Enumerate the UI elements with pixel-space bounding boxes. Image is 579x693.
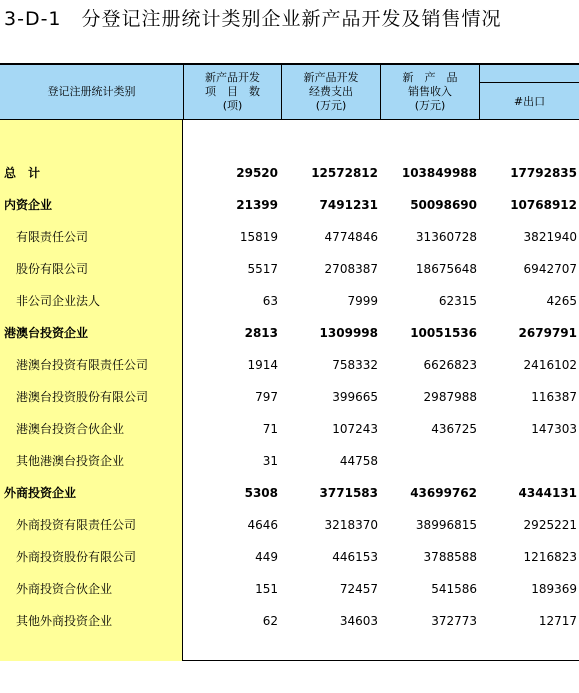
cell-export: 4265 xyxy=(546,294,577,308)
header-col3-line1: 新 产 品 xyxy=(402,71,458,84)
cell-sales-revenue: 43699762 xyxy=(410,486,477,500)
cell-expenditure: 7491231 xyxy=(319,198,378,212)
cell-sales-revenue: 436725 xyxy=(431,422,477,436)
row-label: 港澳台投资企业 xyxy=(4,326,89,340)
cell-project-count: 151 xyxy=(255,582,278,596)
row-label: 外商投资合伙企业 xyxy=(16,582,113,596)
cell-project-count: 449 xyxy=(255,550,278,564)
cell-sales-revenue: 10051536 xyxy=(410,326,477,340)
header-col2-line2: 经费支出 xyxy=(309,85,353,98)
cell-expenditure: 1309998 xyxy=(319,326,378,340)
cell-sales-revenue: 2987988 xyxy=(423,390,477,404)
cell-project-count: 31 xyxy=(262,454,278,468)
row-label: 有限责任公司 xyxy=(16,230,89,244)
cell-project-count: 15819 xyxy=(239,230,278,244)
header-project-count xyxy=(183,65,281,119)
cell-project-count: 797 xyxy=(255,390,278,404)
header-export: #出口 xyxy=(479,82,579,119)
cell-expenditure: 107243 xyxy=(332,422,378,436)
header-col1-line2: 项 目 数 xyxy=(205,85,260,98)
cell-export: 2925221 xyxy=(523,518,577,532)
cell-export: 4344131 xyxy=(518,486,577,500)
table-row xyxy=(0,413,579,445)
cell-sales-revenue: 50098690 xyxy=(410,198,477,212)
header-col4-top xyxy=(479,65,579,82)
header-col3-line3: (万元) xyxy=(414,99,446,112)
cell-sales-revenue: 31360728 xyxy=(415,230,477,244)
cell-expenditure: 446153 xyxy=(332,550,378,564)
table-row xyxy=(0,189,579,221)
table-row xyxy=(0,477,579,509)
cell-project-count: 29520 xyxy=(236,166,278,180)
data-table xyxy=(0,63,579,661)
cell-project-count: 1914 xyxy=(247,358,278,372)
cell-sales-revenue xyxy=(380,445,477,477)
cell-export: 3821940 xyxy=(523,230,577,244)
cell-project-count: 2813 xyxy=(244,326,278,340)
table-row xyxy=(0,285,579,317)
cell-project-count: 5308 xyxy=(244,486,278,500)
cell-sales-revenue: 372773 xyxy=(431,614,477,628)
header-sales-revenue xyxy=(380,65,479,119)
cell-sales-revenue: 62315 xyxy=(438,294,477,308)
cell-export: 189369 xyxy=(531,582,577,596)
cell-export: 12717 xyxy=(538,614,577,628)
cell-sales-revenue: 103849988 xyxy=(401,166,477,180)
header-category: 登记注册统计类别 xyxy=(47,85,136,98)
table-row xyxy=(0,157,579,189)
header-col1-line3: (项) xyxy=(222,99,243,112)
cell-expenditure: 399665 xyxy=(332,390,378,404)
cell-expenditure: 12572812 xyxy=(311,166,378,180)
cell-project-count: 21399 xyxy=(236,198,278,212)
row-label: 外商投资有限责任公司 xyxy=(16,518,137,532)
row-label: 港澳台投资股份有限公司 xyxy=(16,390,149,404)
cell-expenditure: 72457 xyxy=(339,582,378,596)
cell-sales-revenue: 541586 xyxy=(431,582,477,596)
table-title: 分登记注册统计类别企业新产品开发及销售情况 xyxy=(81,8,502,30)
cell-export: 147303 xyxy=(531,422,577,436)
row-label: 其他港澳台投资企业 xyxy=(16,454,125,468)
header-col1-line1: 新产品开发 xyxy=(205,71,260,84)
row-label: 其他外商投资企业 xyxy=(16,614,113,628)
cell-export: 116387 xyxy=(531,390,577,404)
table-header xyxy=(0,65,579,120)
cell-sales-revenue: 6626823 xyxy=(423,358,477,372)
cell-expenditure: 4774846 xyxy=(324,230,378,244)
row-label: 外商投资企业 xyxy=(4,486,77,500)
row-label: 非公司企业法人 xyxy=(16,294,101,308)
table-row xyxy=(0,349,579,381)
header-col3-line2: 销售收入 xyxy=(408,85,452,98)
row-label: 内资企业 xyxy=(4,198,53,212)
page-title xyxy=(4,4,502,34)
cell-expenditure: 7999 xyxy=(347,294,378,308)
cell-expenditure: 2708387 xyxy=(324,262,378,276)
table-row xyxy=(0,445,579,477)
cell-expenditure: 3218370 xyxy=(324,518,378,532)
cell-export: 2679791 xyxy=(518,326,577,340)
cell-expenditure: 758332 xyxy=(332,358,378,372)
cell-sales-revenue: 3788588 xyxy=(423,550,477,564)
row-label: 股份有限公司 xyxy=(16,262,89,276)
table-body xyxy=(0,157,579,637)
row-label: 港澳台投资合伙企业 xyxy=(16,422,125,436)
cell-project-count: 71 xyxy=(262,422,278,436)
table-code: 3-D-1 xyxy=(4,8,62,30)
table-row xyxy=(0,605,579,637)
cell-expenditure: 3771583 xyxy=(319,486,378,500)
table-row xyxy=(0,509,579,541)
cell-export xyxy=(479,445,577,477)
cell-export: 1216823 xyxy=(523,550,577,564)
table-row xyxy=(0,221,579,253)
row-label: 港澳台投资有限责任公司 xyxy=(16,358,149,372)
cell-sales-revenue: 18675648 xyxy=(415,262,477,276)
cell-project-count: 63 xyxy=(262,294,278,308)
cell-export: 17792835 xyxy=(510,166,577,180)
row-label: 外商投资股份有限公司 xyxy=(16,550,137,564)
table-row xyxy=(0,541,579,573)
cell-project-count: 4646 xyxy=(247,518,278,532)
row-label: 总 计 xyxy=(4,166,41,180)
cell-export: 2416102 xyxy=(523,358,577,372)
header-col2-line1: 新产品开发 xyxy=(303,71,359,84)
cell-project-count: 5517 xyxy=(247,262,278,276)
cell-export: 10768912 xyxy=(510,198,577,212)
table-row xyxy=(0,317,579,349)
cell-export: 6942707 xyxy=(523,262,577,276)
cell-sales-revenue: 38996815 xyxy=(415,518,477,532)
header-col2-line3: (万元) xyxy=(315,99,347,112)
cell-project-count: 62 xyxy=(262,614,278,628)
table-row xyxy=(0,573,579,605)
header-expenditure xyxy=(281,65,380,119)
table-row xyxy=(0,253,579,285)
table-row xyxy=(0,381,579,413)
cell-expenditure: 34603 xyxy=(339,614,378,628)
cell-expenditure: 44758 xyxy=(339,454,378,468)
